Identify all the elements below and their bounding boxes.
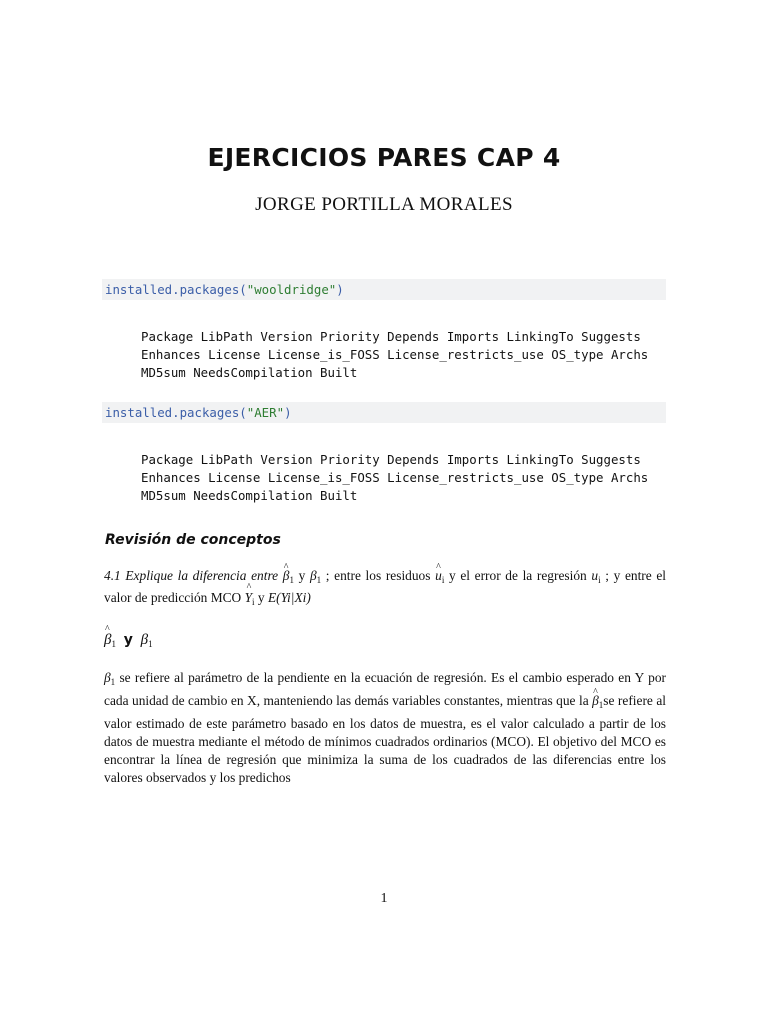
subscript: 1 (316, 575, 322, 585)
output-line: MD5sum NeedsCompilation Built (141, 488, 358, 503)
question-t2: y el error de la regresión (449, 568, 587, 583)
subscript: 1 (148, 639, 153, 649)
beta-hat-symbol: ^ β (283, 567, 290, 585)
beta-hat-symbol: ^ β (592, 692, 599, 710)
output-line: Package LibPath Version Priority Depends Imports LinkingTo Suggests (141, 329, 641, 344)
subsection-heading (104, 632, 153, 649)
output-line: MD5sum NeedsCompilation Built (141, 365, 358, 380)
code-func: installed.packages( (105, 405, 247, 420)
subscript: i (598, 575, 601, 585)
subscript: 1 (598, 699, 604, 710)
document-title: EJERCICIOS PARES CAP 4 (207, 143, 561, 172)
subscript: i (441, 575, 445, 585)
code-close: ) (336, 282, 344, 297)
code-string: "wooldridge" (246, 282, 337, 297)
subheading-connector: y (123, 632, 133, 648)
subscript: 1 (111, 639, 116, 649)
code-block-aer (102, 402, 666, 423)
section-heading: Revisión de conceptos (105, 532, 281, 548)
document-author: JORGE PORTILLA MORALES (255, 194, 513, 215)
subscript: 1 (110, 677, 116, 687)
expectation-expr: E(Yi|Xi) (267, 590, 311, 605)
code-output-wooldridge (141, 328, 661, 382)
question-y1: y (298, 568, 306, 583)
question-y2: y (257, 590, 265, 605)
beta-hat-symbol: ^ β (104, 632, 111, 649)
beta-symbol: β (140, 632, 149, 648)
u-hat-symbol: ^ u (435, 567, 442, 585)
subscript: i (252, 597, 255, 607)
paragraph-part-1: se refiere al parámetro de la pendiente en la ecuación de regresión. Es el cambio esperado en Y por cada unidad de cambio en X, manteniendo las demás variables constantes, mientras que la (104, 670, 666, 708)
page-number: 1 (380, 891, 388, 906)
code-string: "AER" (246, 405, 285, 420)
output-line: Package LibPath Version Priority Depends Imports LinkingTo Suggests (141, 452, 641, 467)
u-symbol: u (591, 568, 599, 583)
paragraph-part-2: se refiere al valor estimado de este parámetro basado en los datos de muestra, es el valor calculado a partir de los datos de muestra mediante el método de mínimos cuadrados ordinarios (MCO). El objetivo del MCO es encontrar la línea de regresión que minimiza la suma de los cuadrados de las diferencias entre los valores observados y los predichos (104, 692, 666, 785)
beta-symbol: β (309, 568, 317, 583)
output-line: Enhances License License_is_FOSS License_restricts_use OS_type Archs (141, 470, 649, 485)
code-output-aer (141, 451, 661, 505)
beta-symbol: β (104, 670, 111, 685)
code-func: installed.packages( (105, 282, 247, 297)
code-block-wooldridge (102, 279, 666, 300)
question-lead: 4.1 Explique la diferencia entre (104, 568, 279, 583)
y-hat-symbol: ^ Y (245, 589, 252, 607)
output-line: Enhances License License_is_FOSS License_restricts_use OS_type Archs (141, 347, 649, 362)
body-paragraph (104, 669, 666, 786)
code-close: ) (284, 405, 292, 420)
question-text (104, 567, 666, 611)
question-t3: ; y entre el valor de predicción MCO (104, 568, 667, 605)
question-t1: ; entre los residuos (325, 568, 431, 583)
subscript: 1 (289, 575, 294, 585)
